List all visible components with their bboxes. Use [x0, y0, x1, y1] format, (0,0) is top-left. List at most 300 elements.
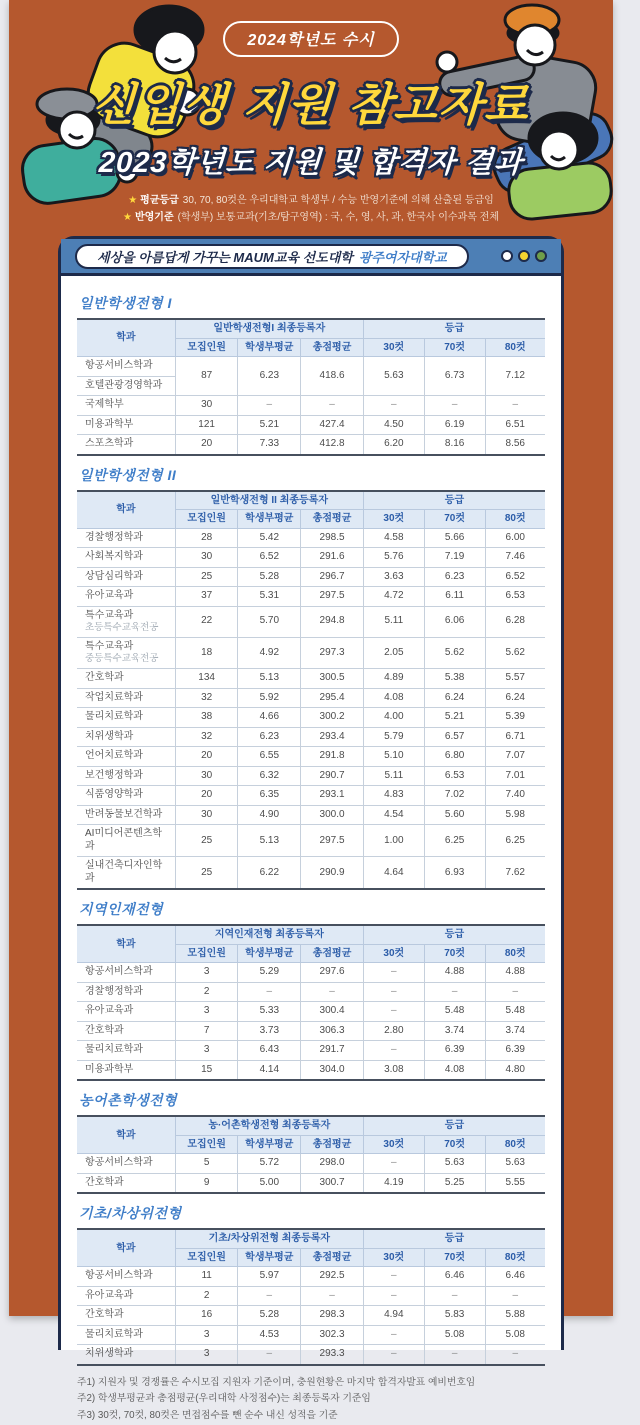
- value-cell: 30: [175, 805, 238, 825]
- column-header: 학생부평균: [238, 1135, 301, 1154]
- table-row: [77, 747, 545, 767]
- column-header: 70컷: [424, 1135, 485, 1154]
- university-name: 광주여자대학교: [358, 249, 447, 265]
- column-header: 모집인원: [175, 1248, 238, 1267]
- table-row: [77, 688, 545, 708]
- value-cell: 291.7: [301, 1041, 364, 1061]
- column-header: 70컷: [424, 944, 485, 963]
- section-title: 기초/차상위전형: [79, 1205, 182, 1222]
- bullet-label: 평균등급: [140, 195, 179, 206]
- value-cell: 5.63: [424, 1154, 485, 1174]
- value-cell: 6.52: [238, 548, 301, 568]
- header-row: [77, 491, 545, 510]
- value-cell: 30: [175, 766, 238, 786]
- value-cell: 5.63: [485, 1154, 545, 1174]
- column-header: 30컷: [363, 1135, 424, 1154]
- value-cell: 6.51: [485, 415, 545, 435]
- column-header: 총점평균: [301, 338, 364, 357]
- value-cell: 4.89: [363, 669, 424, 689]
- value-cell: 6.53: [485, 587, 545, 607]
- value-cell: 300.5: [301, 669, 364, 689]
- dept-sub-label: 초등특수교육전공: [85, 622, 159, 633]
- value-cell: 5.62: [424, 637, 485, 668]
- dept-cell: 경찰행정학과: [77, 528, 175, 548]
- poster-notes: [9, 193, 613, 226]
- table-row: [77, 857, 545, 890]
- value-cell: 297.5: [301, 825, 364, 857]
- value-cell: 4.08: [424, 1060, 485, 1080]
- section-general-2: [77, 465, 545, 891]
- value-cell: 4.14: [238, 1060, 301, 1080]
- value-cell: 9: [175, 1173, 238, 1193]
- table-row: [77, 548, 545, 568]
- dept-cell: 항공서비스학과: [77, 1154, 175, 1174]
- value-cell: 7: [175, 1021, 238, 1041]
- bullet-average-grade: [9, 193, 613, 210]
- section-title: 지역인재전형: [79, 901, 164, 918]
- bullet-text: 30, 70, 80컷은 우리대학교 학생부 / 수능 반영기준에 의해 산출된 등급임: [182, 195, 494, 206]
- value-cell: 6.23: [238, 727, 301, 747]
- column-header: 총점평균: [301, 944, 364, 963]
- column-header: 30컷: [363, 338, 424, 357]
- value-cell: 298.5: [301, 528, 364, 548]
- value-cell: –: [424, 1345, 485, 1365]
- dept-name: 특수교육과: [85, 609, 134, 621]
- value-cell: 427.4: [301, 415, 364, 435]
- value-cell: 296.7: [301, 567, 364, 587]
- column-header: 모집인원: [175, 1135, 238, 1154]
- value-cell: –: [424, 396, 485, 416]
- admission-table-rural: [77, 1115, 545, 1194]
- value-cell: 3: [175, 1345, 238, 1365]
- section-title: 농어촌학생전형: [79, 1092, 178, 1109]
- section-regional: [77, 899, 545, 1081]
- table-row: [77, 1306, 545, 1326]
- value-cell: 6.53: [424, 766, 485, 786]
- value-cell: 3: [175, 1041, 238, 1061]
- value-cell: 5.33: [238, 1002, 301, 1022]
- card-titlebar: [61, 239, 561, 276]
- value-cell: 5.08: [485, 1325, 545, 1345]
- value-cell: 38: [175, 708, 238, 728]
- value-cell: 6.39: [485, 1041, 545, 1061]
- value-cell: 300.2: [301, 708, 364, 728]
- value-cell: 8.16: [424, 435, 485, 455]
- value-cell: 5.98: [485, 805, 545, 825]
- value-cell: 20: [175, 786, 238, 806]
- value-cell: 5.25: [424, 1173, 485, 1193]
- table-row: [77, 766, 545, 786]
- column-header: 학생부평균: [238, 338, 301, 357]
- table-row: [77, 708, 545, 728]
- table-row: [77, 727, 545, 747]
- bullet-criteria: [9, 210, 613, 227]
- value-cell: 7.46: [485, 548, 545, 568]
- value-cell: –: [238, 1286, 301, 1306]
- dept-cell: 항공서비스학과: [77, 357, 175, 377]
- admission-poster: [9, 0, 613, 1422]
- value-cell: 5.48: [424, 1002, 485, 1022]
- value-cell: –: [363, 1286, 424, 1306]
- column-header: 70컷: [424, 510, 485, 529]
- table-row: [77, 637, 545, 668]
- table-row: [77, 1154, 545, 1174]
- value-cell: 30: [175, 548, 238, 568]
- value-cell: 5.92: [238, 688, 301, 708]
- group-column-header: 일반학생전형 II 최종등록자: [175, 491, 363, 510]
- value-cell: 4.90: [238, 805, 301, 825]
- value-cell: –: [485, 982, 545, 1002]
- value-cell: 5.62: [485, 637, 545, 668]
- section-title: 일반학생전형 I: [79, 295, 172, 311]
- value-cell: 30: [175, 396, 238, 416]
- table-row: [77, 567, 545, 587]
- column-header: 총점평균: [301, 510, 364, 529]
- table-row: [77, 587, 545, 607]
- value-cell: 18: [175, 637, 238, 668]
- column-header: 80컷: [485, 1135, 545, 1154]
- value-cell: 4.50: [363, 415, 424, 435]
- dept-name: 특수교육과: [85, 640, 134, 652]
- value-cell: 6.00: [485, 528, 545, 548]
- value-cell: 5.63: [363, 357, 424, 396]
- value-cell: 6.24: [424, 688, 485, 708]
- dept-cell: 경찰행정학과: [77, 982, 175, 1002]
- column-header: 학생부평균: [238, 510, 301, 529]
- value-cell: 291.6: [301, 548, 364, 568]
- value-cell: –: [363, 1267, 424, 1287]
- table-row: [77, 1002, 545, 1022]
- value-cell: –: [301, 982, 364, 1002]
- value-cell: –: [363, 1345, 424, 1365]
- value-cell: –: [485, 1286, 545, 1306]
- dept-cell: 치위생학과: [77, 1345, 175, 1365]
- dept-cell: 물리치료학과: [77, 1325, 175, 1345]
- value-cell: 5.83: [424, 1306, 485, 1326]
- value-cell: 134: [175, 669, 238, 689]
- footnote-3: 주3) 30컷, 70컷, 80컷은 면접점수를 뺀 순수 내신 성적을 기준: [77, 1410, 338, 1422]
- dept-cell: 호텔관광경영학과: [77, 376, 175, 396]
- table-row: [77, 1267, 545, 1287]
- admission-table-general-1: [77, 318, 545, 456]
- dept-cell: 유아교육과: [77, 1002, 175, 1022]
- value-cell: 5.28: [238, 1306, 301, 1326]
- value-cell: 20: [175, 747, 238, 767]
- value-cell: 5.55: [485, 1173, 545, 1193]
- value-cell: 5.00: [238, 1173, 301, 1193]
- value-cell: 5.48: [485, 1002, 545, 1022]
- column-header: 모집인원: [175, 338, 238, 357]
- value-cell: 3.63: [363, 567, 424, 587]
- value-cell: 25: [175, 825, 238, 857]
- group-column-header: 농·어촌학생전형 최종등록자: [175, 1116, 363, 1135]
- value-cell: 6.32: [238, 766, 301, 786]
- bullet-text: (학생부) 보통교과(기초/탐구영역) : 국, 수, 영, 사, 과, 한국사 이수과목 전체: [177, 211, 499, 223]
- column-header: 30컷: [363, 510, 424, 529]
- value-cell: 6.23: [424, 567, 485, 587]
- dept-sub-label: 중등특수교육전공: [85, 653, 159, 665]
- table-row: [77, 963, 545, 983]
- value-cell: 297.6: [301, 963, 364, 983]
- grade-column-header: 등급: [363, 1229, 545, 1248]
- value-cell: 293.1: [301, 786, 364, 806]
- dept-cell: 치위생학과: [77, 727, 175, 747]
- value-cell: 25: [175, 857, 238, 890]
- dept-cell: 실내건축디자인학과: [77, 857, 175, 890]
- value-cell: 6.25: [485, 825, 545, 857]
- value-cell: –: [363, 1002, 424, 1022]
- value-cell: 6.46: [485, 1267, 545, 1287]
- value-cell: 293.3: [301, 1345, 364, 1365]
- column-header: 총점평균: [301, 1135, 364, 1154]
- poster-title: 신입생 지원 참고자료: [90, 79, 532, 130]
- value-cell: 4.80: [485, 1060, 545, 1080]
- content-card: [58, 236, 564, 1422]
- dept-cell: 물리치료학과: [77, 1041, 175, 1061]
- value-cell: 2.80: [363, 1021, 424, 1041]
- value-cell: 4.66: [238, 708, 301, 728]
- value-cell: 5.13: [238, 825, 301, 857]
- value-cell: 5.29: [238, 963, 301, 983]
- value-cell: 6.73: [424, 357, 485, 396]
- value-cell: 418.6: [301, 357, 364, 396]
- value-cell: –: [363, 396, 424, 416]
- year-badge: 2024학년도 수시: [223, 21, 398, 57]
- value-cell: 5.13: [238, 669, 301, 689]
- value-cell: 293.4: [301, 727, 364, 747]
- grade-column-header: 등급: [363, 319, 545, 338]
- value-cell: 32: [175, 688, 238, 708]
- value-cell: 3: [175, 1002, 238, 1022]
- value-cell: 6.11: [424, 587, 485, 607]
- value-cell: 4.08: [363, 688, 424, 708]
- dept-cell: 유아교육과: [77, 587, 175, 607]
- value-cell: 6.28: [485, 606, 545, 637]
- table-row: [77, 1286, 545, 1306]
- footnotes: [77, 1375, 545, 1425]
- dept-cell: AI미디어콘텐츠학과: [77, 825, 175, 857]
- value-cell: 5.11: [363, 766, 424, 786]
- value-cell: 297.5: [301, 587, 364, 607]
- table-row: [77, 606, 545, 637]
- header-row: [77, 319, 545, 338]
- dept-cell: [77, 637, 175, 668]
- header-row: [77, 925, 545, 944]
- table-row: [77, 982, 545, 1002]
- value-cell: 300.7: [301, 1173, 364, 1193]
- value-cell: 1.00: [363, 825, 424, 857]
- table-row: [77, 1345, 545, 1365]
- value-cell: 6.24: [485, 688, 545, 708]
- dept-cell: 스포츠학과: [77, 435, 175, 455]
- table-row: [77, 396, 545, 416]
- table-row: [77, 1173, 545, 1193]
- value-cell: 304.0: [301, 1060, 364, 1080]
- value-cell: 290.9: [301, 857, 364, 890]
- grade-column-header: 등급: [363, 1116, 545, 1135]
- value-cell: 4.94: [363, 1306, 424, 1326]
- value-cell: 4.88: [485, 963, 545, 983]
- value-cell: 306.3: [301, 1021, 364, 1041]
- value-cell: 6.20: [363, 435, 424, 455]
- column-header: 70컷: [424, 1248, 485, 1267]
- section-basic-livelihood: [77, 1203, 545, 1366]
- value-cell: 7.62: [485, 857, 545, 890]
- value-cell: 7.02: [424, 786, 485, 806]
- column-header: 총점평균: [301, 1248, 364, 1267]
- value-cell: 3: [175, 963, 238, 983]
- value-cell: 5.11: [363, 606, 424, 637]
- value-cell: 7.33: [238, 435, 301, 455]
- dept-cell: 식품영양학과: [77, 786, 175, 806]
- value-cell: 295.4: [301, 688, 364, 708]
- value-cell: 4.83: [363, 786, 424, 806]
- window-dots: [501, 250, 547, 262]
- value-cell: 6.23: [238, 357, 301, 396]
- star-icon: ★: [123, 211, 132, 223]
- value-cell: 5.76: [363, 548, 424, 568]
- value-cell: 6.46: [424, 1267, 485, 1287]
- value-cell: 7.07: [485, 747, 545, 767]
- value-cell: 297.3: [301, 637, 364, 668]
- dept-cell: 미용과학부: [77, 415, 175, 435]
- value-cell: 22: [175, 606, 238, 637]
- value-cell: 290.7: [301, 766, 364, 786]
- value-cell: 4.19: [363, 1173, 424, 1193]
- value-cell: 5.21: [424, 708, 485, 728]
- footnote-1: 주1) 지원자 및 경쟁률은 수시모집 지원자 기준이며, 충원현황은 마지막 합격자발표 예비번호임: [77, 1376, 476, 1388]
- value-cell: 412.8: [301, 435, 364, 455]
- header-row: [77, 1229, 545, 1248]
- value-cell: 5.10: [363, 747, 424, 767]
- dept-cell: 국제학부: [77, 396, 175, 416]
- value-cell: 298.3: [301, 1306, 364, 1326]
- value-cell: 15: [175, 1060, 238, 1080]
- dept-cell: 항공서비스학과: [77, 963, 175, 983]
- value-cell: 87: [175, 357, 238, 396]
- column-header: 80컷: [485, 944, 545, 963]
- value-cell: 5.39: [485, 708, 545, 728]
- value-cell: 298.0: [301, 1154, 364, 1174]
- card-body: [61, 276, 561, 1425]
- value-cell: 302.3: [301, 1325, 364, 1345]
- table-row: [77, 825, 545, 857]
- dept-cell: 사회복지학과: [77, 548, 175, 568]
- value-cell: –: [238, 982, 301, 1002]
- column-header: 학생부평균: [238, 1248, 301, 1267]
- table-row: [77, 1060, 545, 1080]
- value-cell: 6.19: [424, 415, 485, 435]
- dept-cell: 간호학과: [77, 1021, 175, 1041]
- section-general-1: [77, 293, 545, 456]
- dept-cell: 항공서비스학과: [77, 1267, 175, 1287]
- value-cell: 5: [175, 1154, 238, 1174]
- admission-table-regional: [77, 924, 545, 1081]
- value-cell: –: [363, 1041, 424, 1061]
- value-cell: 4.64: [363, 857, 424, 890]
- value-cell: 5.57: [485, 669, 545, 689]
- value-cell: –: [301, 396, 364, 416]
- column-header: 30컷: [363, 1248, 424, 1267]
- value-cell: 7.19: [424, 548, 485, 568]
- value-cell: 5.60: [424, 805, 485, 825]
- value-cell: 4.88: [424, 963, 485, 983]
- column-header: 모집인원: [175, 944, 238, 963]
- value-cell: 3.74: [424, 1021, 485, 1041]
- value-cell: 6.52: [485, 567, 545, 587]
- value-cell: 16: [175, 1306, 238, 1326]
- footnote-2: 주2) 학생부평균과 총점평균(우리대학 사정점수)는 최종등록자 기준임: [77, 1393, 371, 1405]
- column-header: 모집인원: [175, 510, 238, 529]
- value-cell: 7.01: [485, 766, 545, 786]
- table-row: [77, 1041, 545, 1061]
- dept-cell: 물리치료학과: [77, 708, 175, 728]
- dept-cell: 유아교육과: [77, 1286, 175, 1306]
- university-banner: [75, 244, 469, 269]
- column-header: 70컷: [424, 338, 485, 357]
- value-cell: 6.39: [424, 1041, 485, 1061]
- value-cell: 3.74: [485, 1021, 545, 1041]
- value-cell: –: [424, 982, 485, 1002]
- value-cell: 7.40: [485, 786, 545, 806]
- window-dot-white: [501, 250, 513, 262]
- value-cell: 6.57: [424, 727, 485, 747]
- dept-column-header: 학과: [77, 1116, 175, 1154]
- value-cell: 6.93: [424, 857, 485, 890]
- column-header: 80컷: [485, 1248, 545, 1267]
- value-cell: –: [363, 982, 424, 1002]
- value-cell: –: [363, 1154, 424, 1174]
- group-column-header: 기초/차상위전형 최종등록자: [175, 1229, 363, 1248]
- value-cell: 291.8: [301, 747, 364, 767]
- value-cell: 3.73: [238, 1021, 301, 1041]
- dept-cell: 보건행정학과: [77, 766, 175, 786]
- group-column-header: 일반학생전형I 최종등록자: [175, 319, 363, 338]
- value-cell: 3.08: [363, 1060, 424, 1080]
- column-header: 30컷: [363, 944, 424, 963]
- dept-cell: 언어치료학과: [77, 747, 175, 767]
- poster-subtitle: 2023학년도 지원 및 합격자 결과: [98, 147, 524, 179]
- value-cell: –: [485, 1345, 545, 1365]
- table-row: [77, 805, 545, 825]
- dept-column-header: 학과: [77, 491, 175, 529]
- value-cell: 5.97: [238, 1267, 301, 1287]
- value-cell: 5.72: [238, 1154, 301, 1174]
- value-cell: 5.70: [238, 606, 301, 637]
- dept-cell: 간호학과: [77, 669, 175, 689]
- table-row: [77, 357, 545, 377]
- value-cell: –: [485, 396, 545, 416]
- value-cell: 5.42: [238, 528, 301, 548]
- value-cell: 7.12: [485, 357, 545, 396]
- value-cell: 25: [175, 567, 238, 587]
- grade-column-header: 등급: [363, 925, 545, 944]
- window-dot-yellow: [518, 250, 530, 262]
- value-cell: 3: [175, 1325, 238, 1345]
- value-cell: 4.00: [363, 708, 424, 728]
- dept-column-header: 학과: [77, 925, 175, 963]
- value-cell: 37: [175, 587, 238, 607]
- value-cell: 11: [175, 1267, 238, 1287]
- dept-cell: 작업치료학과: [77, 688, 175, 708]
- value-cell: 6.35: [238, 786, 301, 806]
- admission-table-basic: [77, 1228, 545, 1366]
- value-cell: 6.80: [424, 747, 485, 767]
- value-cell: 294.8: [301, 606, 364, 637]
- value-cell: 4.72: [363, 587, 424, 607]
- table-row: [77, 528, 545, 548]
- value-cell: 2.05: [363, 637, 424, 668]
